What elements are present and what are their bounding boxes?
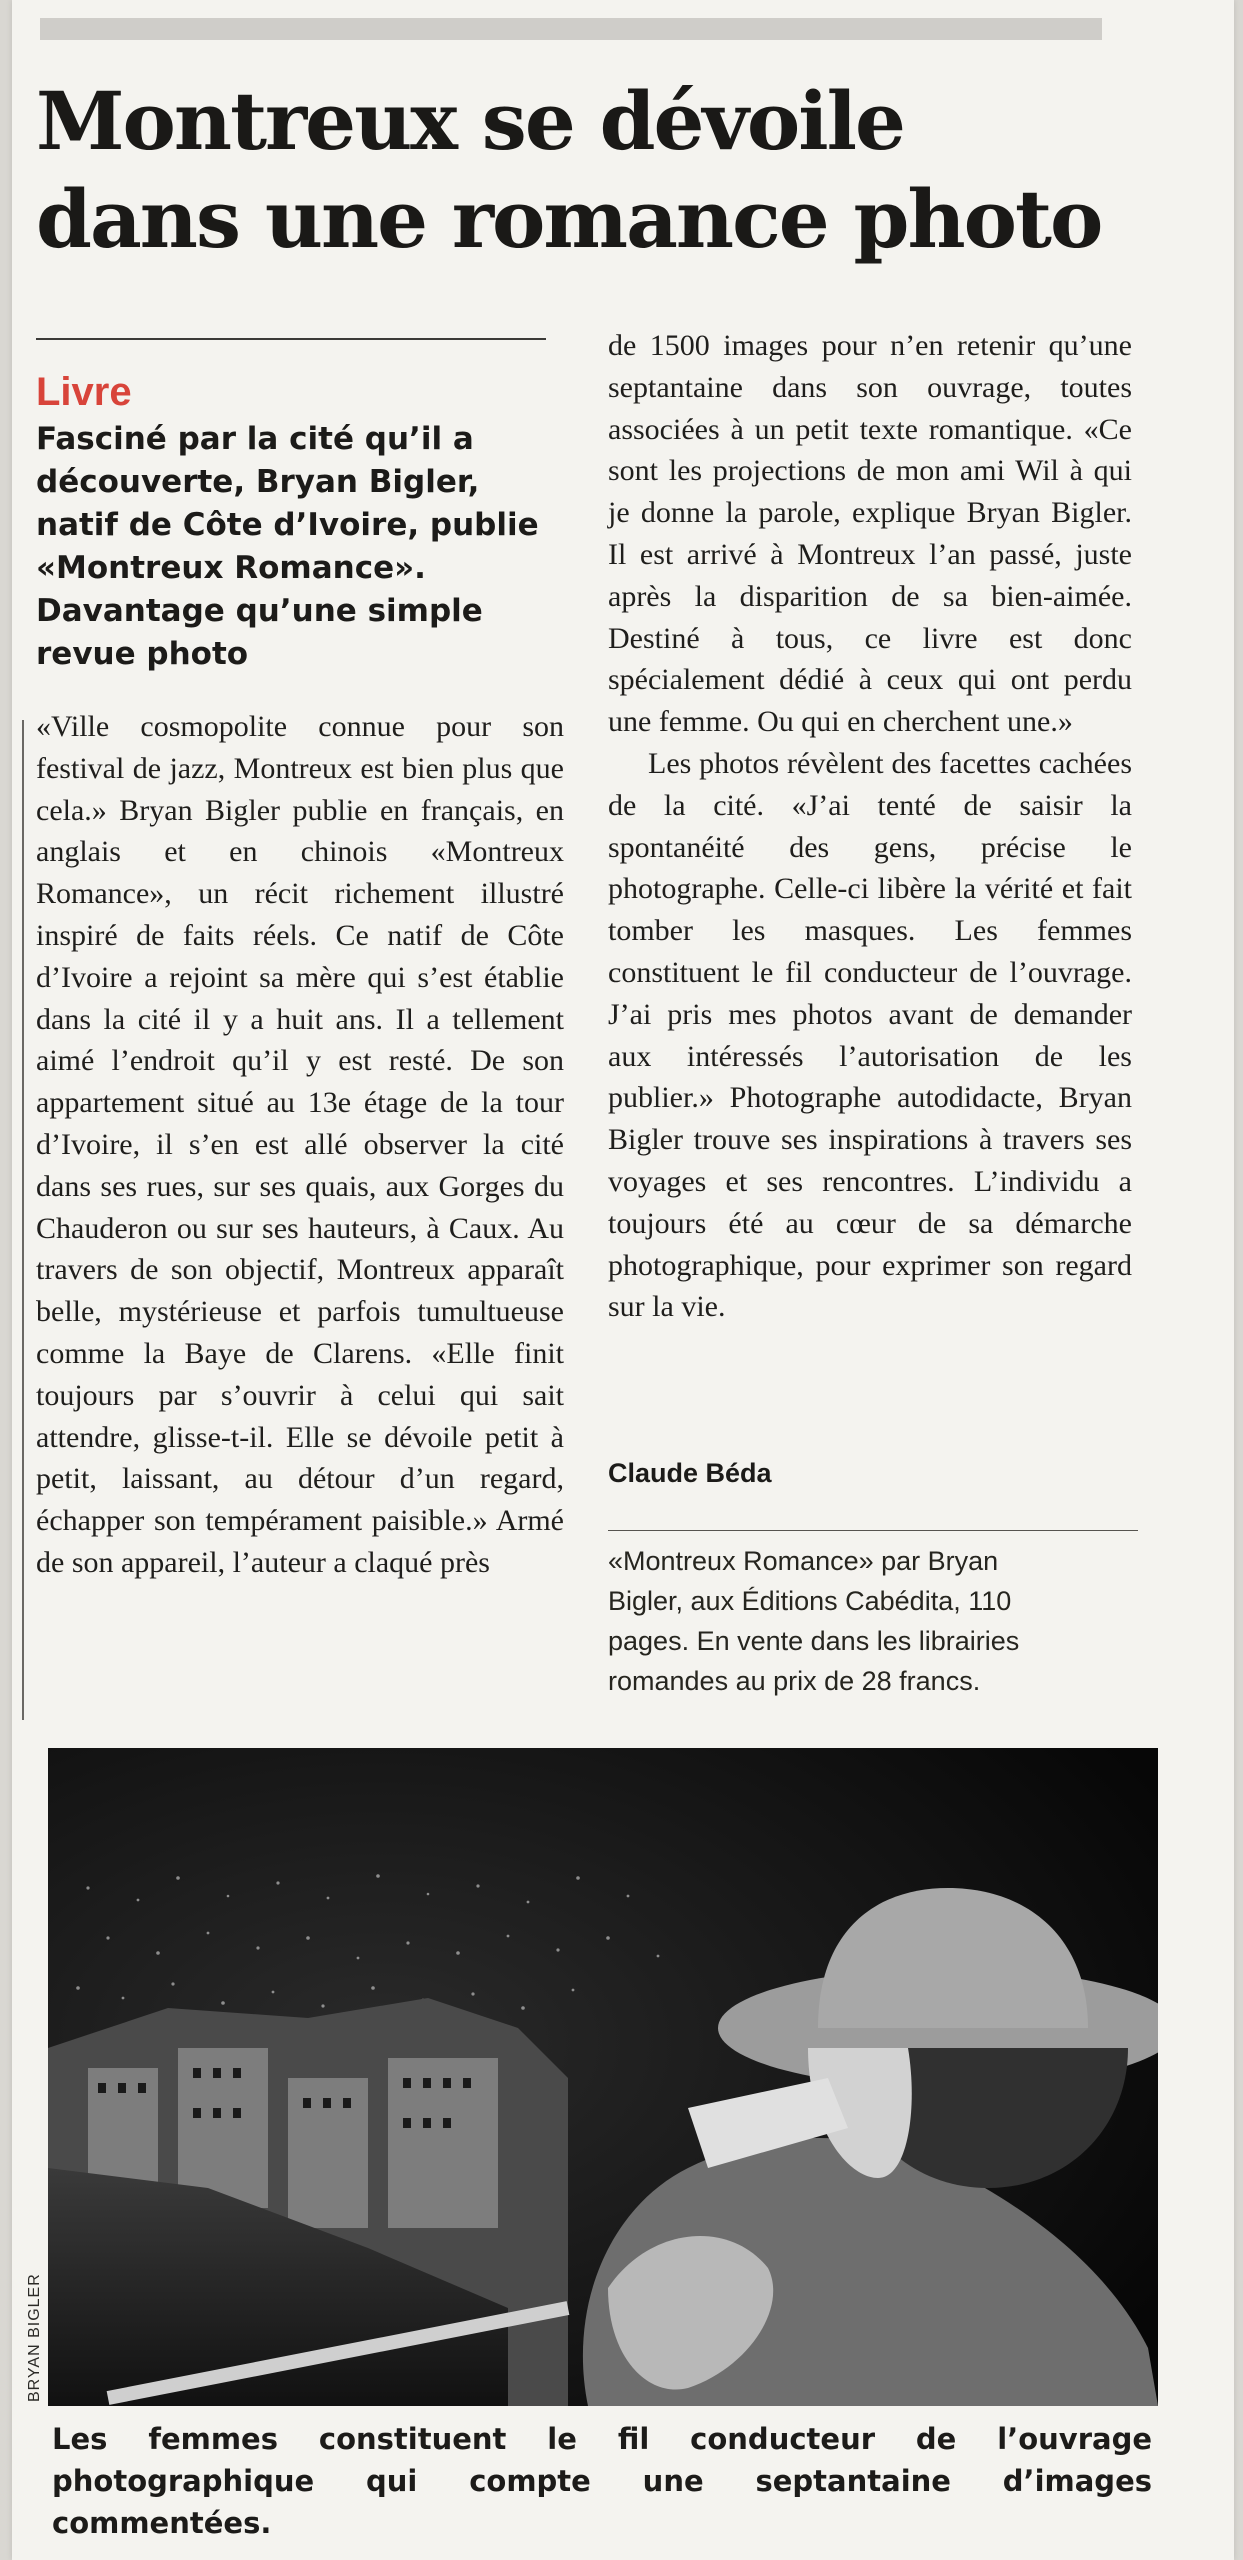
headline-line-2: dans une romance photo (36, 172, 1102, 266)
headline (36, 72, 1116, 268)
body-paragraph: Les photos révèlent des facettes cachées de la cité. «J’ai tenté de saisir la spontanéité des gens, précise le photographe. Celle-ci libère la vérité et fait tomber les masques. Les femmes constituent le fil conducteur de l’ouvrage. J’ai pris mes photos avant de demander aux intéressés l’autorisation de les publier.» Photographe autodidacte, Bryan Bigler trouve ses inspirations à travers ses voyages et ses rencontres. L’individu a toujours été au cœur de sa démarche photographique, pour exprimer son regard sur la vie. (608, 746, 1132, 1324)
photo-credit: BRYAN BIGLER (26, 2273, 43, 2402)
kicker-rule (36, 338, 546, 340)
body-paragraph: «Ville cosmopolite connue pour son festival de jazz, Montreux est bien plus que cela.» Bryan Bigler publie en français, en anglais et en chinois «Montreux Romance», un récit richement illustré inspiré de faits réels. Ce natif de Côte d’Ivoire a rejoint sa mère qui s’est établie dans la cité il y a huit ans. Il a tellement aimé l’endroit qu’il y est resté. De son appartement situé au 13e étage de la tour d’Ivoire, il s’en est allé observer la cité dans ses rues, sur ses quais, aux Gorges du Chauderon ou sur ses hauteurs, à Caux. Au travers de son objectif, Montreux apparaît belle, mystérieuse et parfois tumultueuse comme la Baye de Clarens. «Elle finit toujours par s’ouvrir à celui qui sait attendre, glisse-t-il. Elle se dévoile petit à petit, laissant, au détour d’un regard, échapper son tempérament paisible.» Armé de son appareil, l’auteur a claqué près (36, 710, 564, 1579)
photo-illustration (48, 1748, 1158, 2406)
photo-caption: Les femmes constituent le fil conducteur de l’ouvrage photographique qui compte une septantaine d’images commentées. (52, 2422, 1152, 2540)
article-lead: Fasciné par la cité qu’il a découverte, Bryan Bigler, natif de Côte d’Ivoire, publie «Montreux Romance». Davantage qu’une simple revue photo (36, 421, 539, 672)
note-rule (608, 1530, 1138, 1531)
section-kicker: Livre (36, 370, 132, 414)
book-info-note: «Montreux Romance» par Bryan Bigler, aux Éditions Cabédita, 110 pages. En vente dans les librairies romandes au prix de 28 francs. (608, 1546, 1020, 1696)
author-signature: Claude Béda (608, 1458, 772, 1488)
page-top-band (40, 18, 1102, 40)
body-paragraph: de 1500 images pour n’en retenir qu’une septantaine dans son ouvrage, toutes associées à un petit texte romantique. «Ce sont les projections de mon ami Wil à qui je donne la parole, explique Bryan Bigler. Il est arrivé à Montreux l’an passé, juste après la disparition de sa bien-aimée. Destiné à tous, ce livre est donc spécialement dédié à ceux qui ont perdu une femme. Ou qui en cherchent une.» (608, 329, 1132, 739)
column-divider (22, 720, 24, 1720)
body-column-2 (608, 325, 1132, 1328)
article-photo (48, 1748, 1158, 2406)
headline-line-1: Montreux se dévoile (36, 74, 904, 168)
body-column-1 (36, 706, 564, 1584)
